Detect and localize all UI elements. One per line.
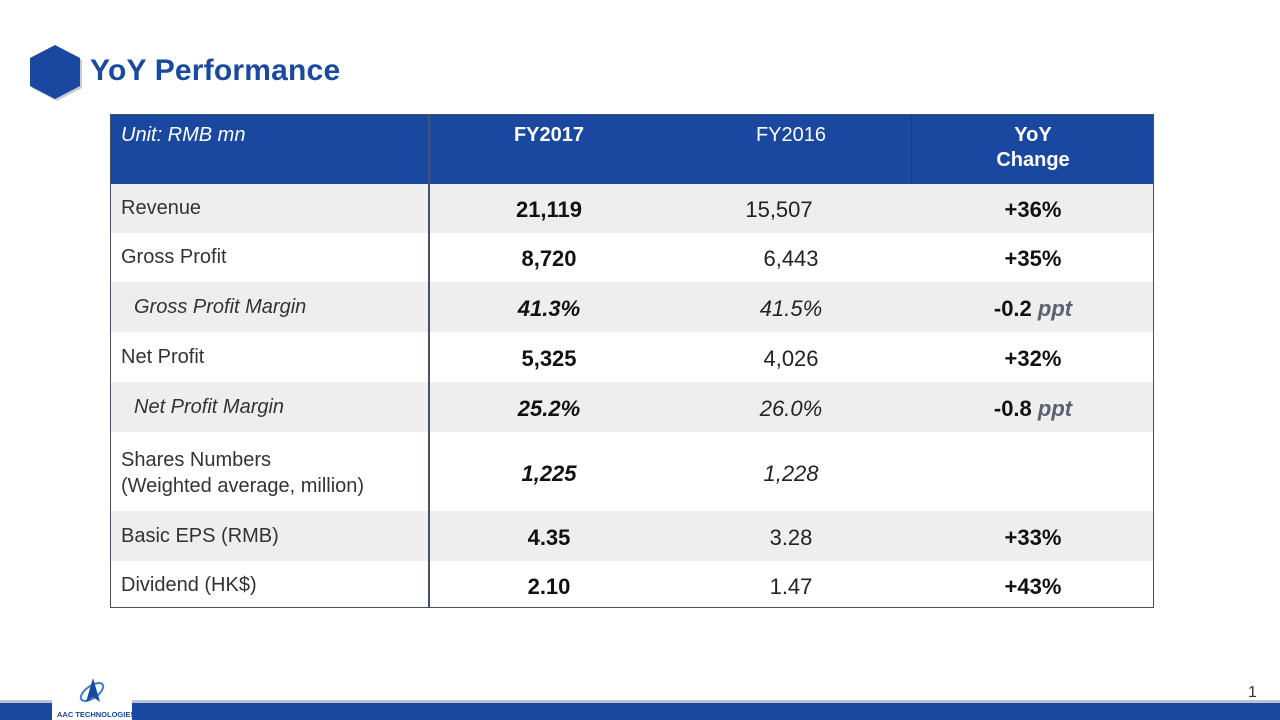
table-row [111,561,1153,607]
fy2017-value: 25.2% [517,396,581,421]
row-label: Basic EPS (RMB) [121,525,279,547]
row-label: Gross Profit Margin [134,296,307,318]
fy2017-value: 21,119 [515,197,583,222]
fy2017-value: 5,325 [521,346,577,371]
yoy-value: +43% [1004,574,1062,599]
yoy-header-line1: YoY [1014,124,1052,146]
row-label-line1: Shares Numbers [121,449,272,471]
table-row [111,184,1153,233]
table-row [111,233,1153,282]
yoy-value: +33% [1004,525,1062,550]
row-label: Gross Profit [121,246,227,268]
column-divider [428,115,430,607]
table-row [111,432,1153,511]
fy2017-value: 1,225 [521,461,577,486]
page-number: 1 [1248,684,1257,701]
table-row [111,332,1153,382]
row-label: Dividend (HK$) [121,574,257,596]
yoy-unit: ppt [1031,396,1073,421]
table-header [111,115,1153,184]
header-divider [911,115,912,184]
table-row [111,382,1153,432]
row-label-line2: (Weighted average, million) [121,475,365,497]
footer-bar [0,703,1280,720]
fy2016-value: 15,507 [745,197,813,222]
fy2016-header: FY2016 [755,124,827,146]
yoy-unit: ppt [1031,296,1073,321]
fy2016-value: 1.47 [769,574,813,599]
logo-text: AAC TECHNOLOGIES [57,710,136,719]
page-title: YoY Performance [90,54,341,87]
table-row [111,282,1153,332]
yoy-value: +36% [1004,197,1062,222]
yoy-header-line2: Change [996,149,1070,171]
logo-mark-icon [52,672,132,710]
fy2017-value: 8,720 [521,246,577,271]
fy2016-value: 26.0% [759,396,823,421]
fy2017-value: 2.10 [527,574,571,599]
row-label: Net Profit [121,346,205,368]
fy2016-value: 41.5% [759,296,823,321]
fy2016-value: 4,026 [763,346,819,371]
fy2017-value: 4.35 [527,525,571,550]
yoy-value [913,396,1153,422]
yoy-number: -0.2 [993,296,1032,321]
fy2017-header: FY2017 [513,124,585,146]
yoy-number: -0.8 [993,396,1032,421]
yoy-value: +32% [1004,346,1062,371]
unit-header: Unit: RMB mn [121,124,246,146]
yoy-value [913,296,1153,322]
fy2017-value: 41.3% [517,296,581,321]
row-label: Revenue [121,197,202,219]
fy2016-value: 6,443 [763,246,819,271]
hexagon-bullet-icon [27,43,83,101]
row-label: Net Profit Margin [134,396,285,418]
performance-table [110,114,1154,608]
yoy-value: +35% [1004,246,1062,271]
fy2016-value: 3.28 [769,525,813,550]
table-row [111,511,1153,561]
fy2016-value: 1,228 [763,461,819,486]
